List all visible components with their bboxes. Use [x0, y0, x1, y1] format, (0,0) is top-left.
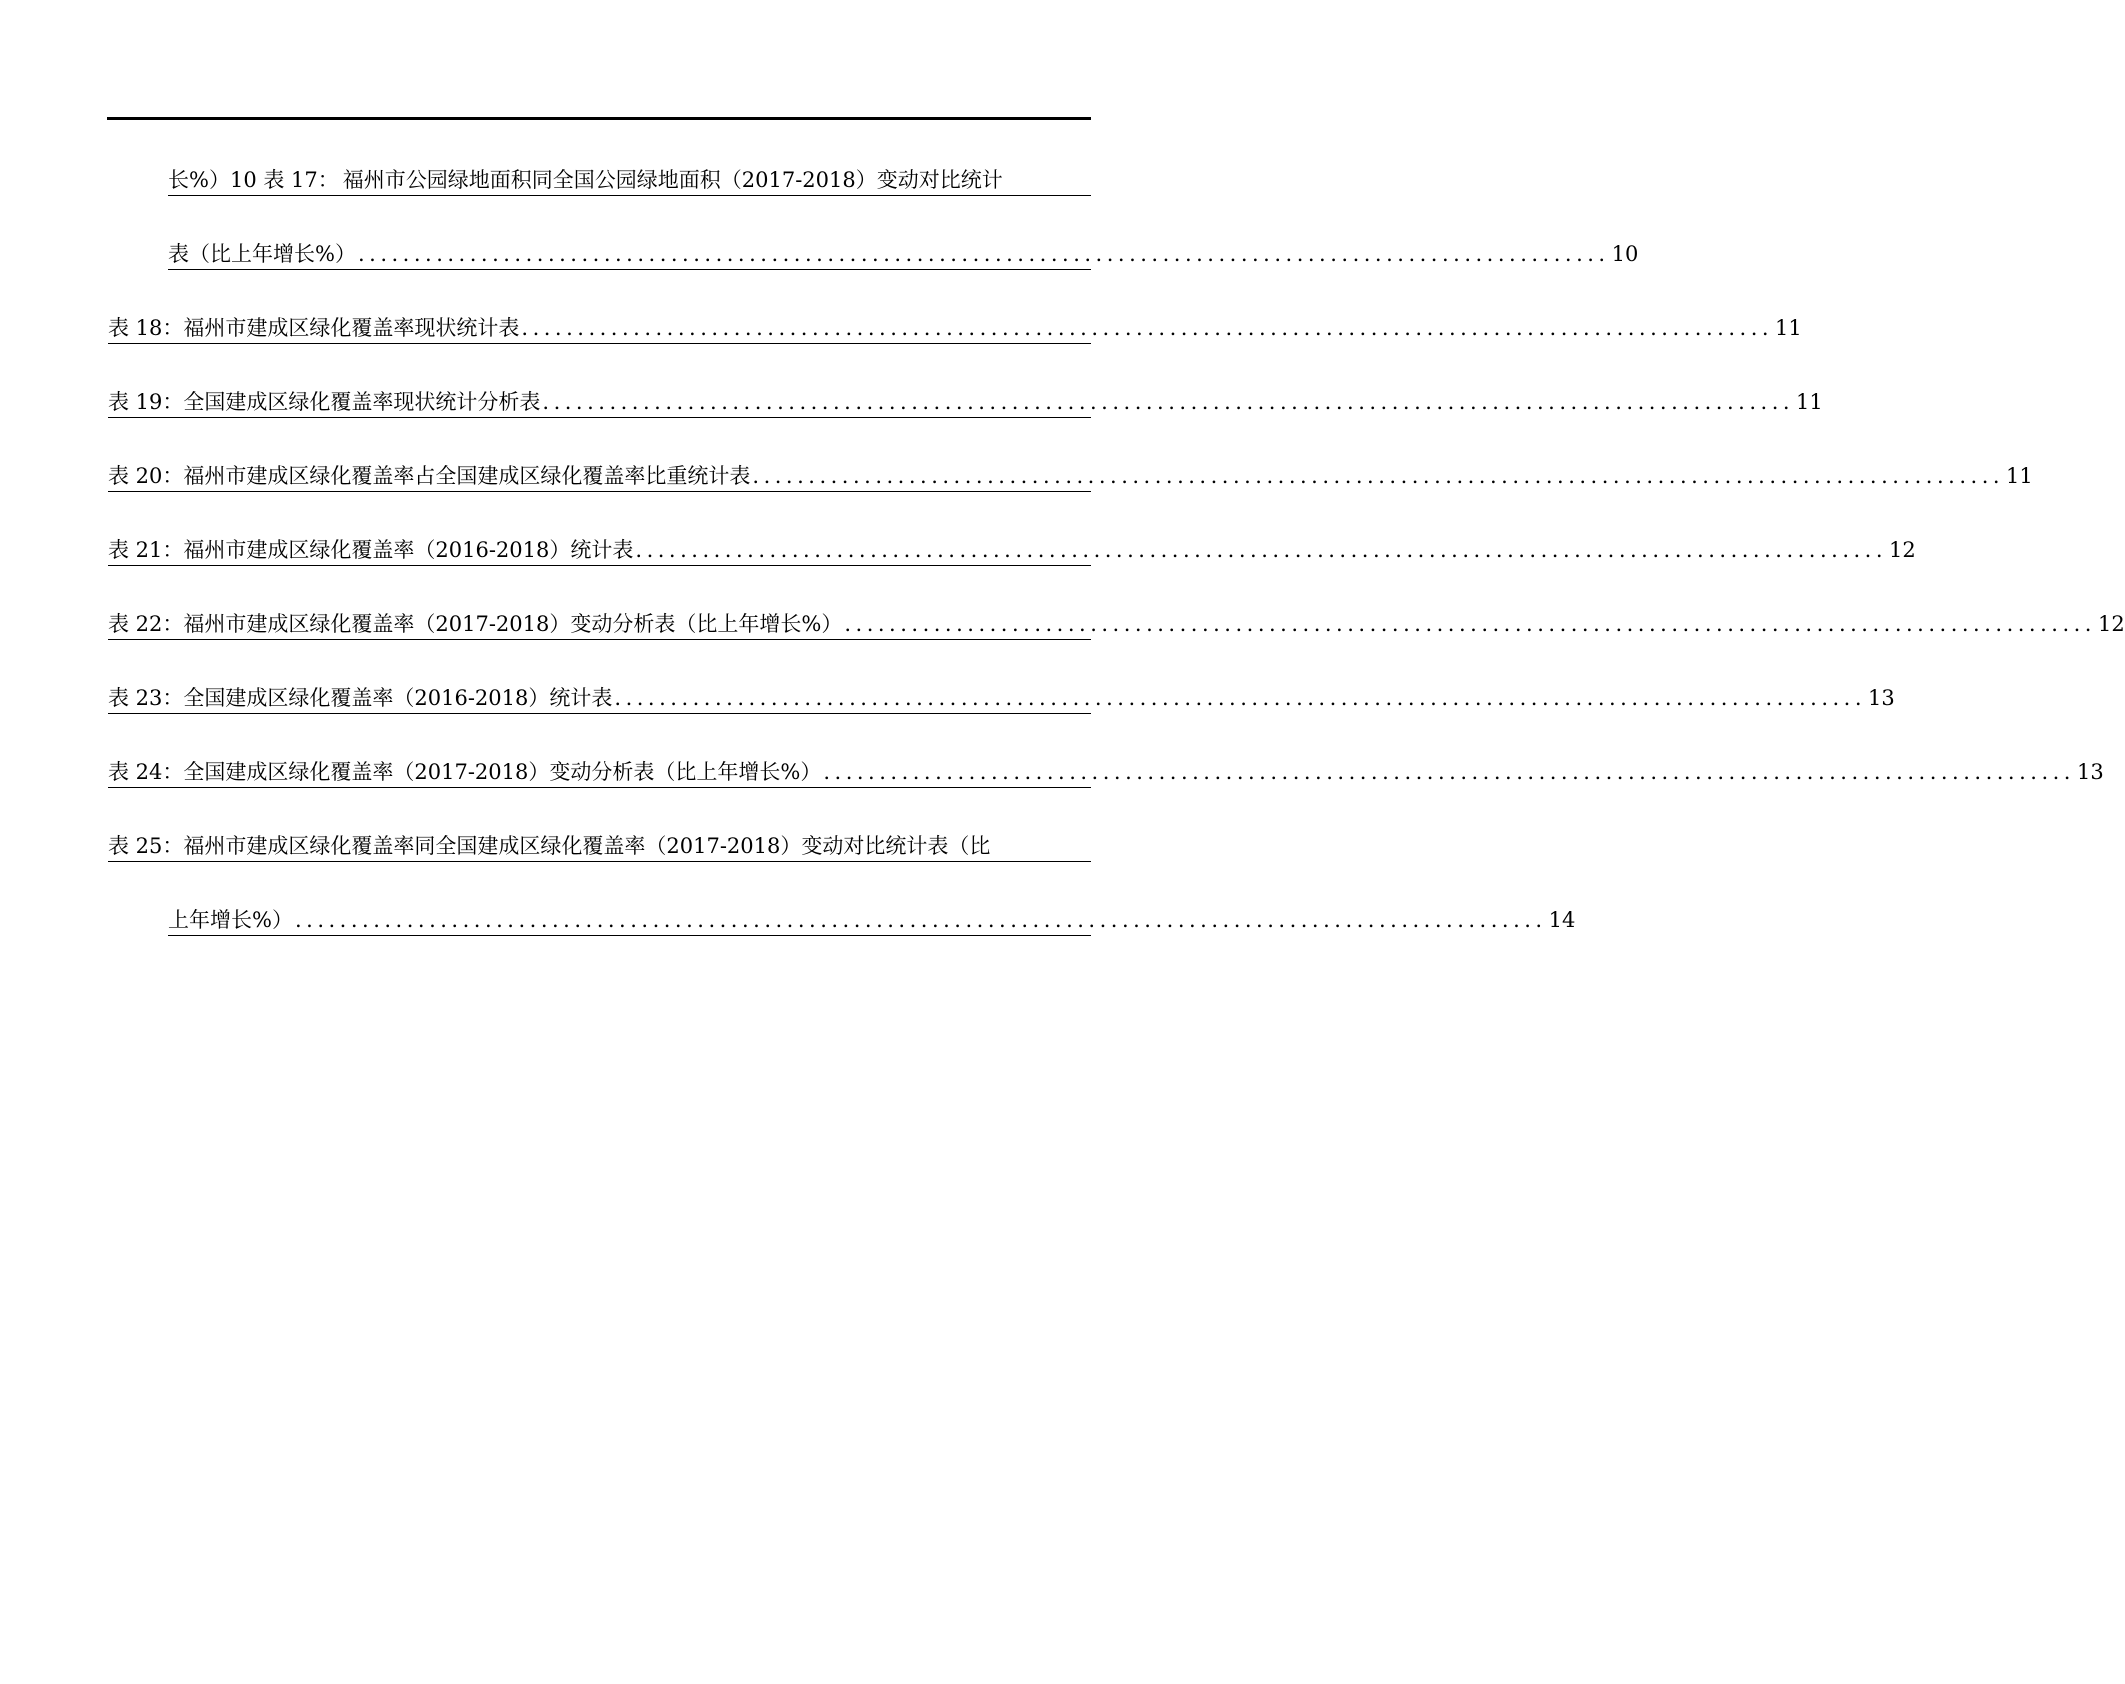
toc-entry-20[interactable] [108, 456, 2033, 492]
toc-entry-17-title: 福州市公园绿地面积同全国公园绿地面积（2017-2018）变动对比统计 [342, 168, 1003, 192]
toc-page-number: 12 [2097, 612, 2125, 636]
toc-entry-label: 表 21：福州市建成区绿化覆盖率（2016-2018）统计表 [108, 538, 634, 562]
toc-dot-leader: ................................................................................................................ [844, 612, 2096, 636]
toc-entry-25-continuation[interactable] [168, 900, 1576, 936]
toc-page-number: 10 [1611, 242, 1639, 266]
toc-entry-21[interactable] [108, 530, 1916, 566]
toc-entry-label: 上年增长%） [168, 908, 293, 932]
toc-entry-label: 表 18：福州市建成区绿化覆盖率现状统计表 [108, 316, 520, 340]
toc-dot-leader: ................................................................................................................ [521, 316, 1774, 340]
toc-dot-leader: ................................................................................................................ [635, 538, 1888, 562]
toc-entry-17-prefix: 长%）10 表 17： [168, 168, 339, 192]
toc-entry-24[interactable] [108, 752, 2104, 788]
toc-dot-leader: ................................................................................................................ [823, 760, 2075, 784]
toc-entry-label: 表 24：全国建成区绿化覆盖率（2017-2018）变动分析表（比上年增长%） [108, 760, 822, 784]
toc-entry-25[interactable] [108, 826, 1091, 862]
toc-entry-label: 表（比上年增长%） [168, 242, 356, 266]
toc-page-number: 14 [1548, 908, 1576, 932]
toc-page-number: 11 [2006, 464, 2033, 488]
toc-entry-22[interactable] [108, 604, 2125, 640]
toc-entry-17[interactable] [168, 160, 1091, 196]
toc-dot-leader: ................................................................................................................ [614, 686, 1867, 710]
toc-dot-leader: ................................................................................................................ [752, 464, 2005, 488]
toc-entry-label: 表 19：全国建成区绿化覆盖率现状统计分析表 [108, 390, 541, 414]
toc-entry-label: 表 25：福州市建成区绿化覆盖率同全国建成区绿化覆盖率（2017-2018）变动对比统计表（比 [108, 834, 991, 858]
toc-entry-17-continuation[interactable] [168, 234, 1639, 270]
toc-entry-label: 表 23：全国建成区绿化覆盖率（2016-2018）统计表 [108, 686, 613, 710]
toc-page-number: 12 [1889, 538, 1916, 562]
toc-entry-19[interactable] [108, 382, 1823, 418]
toc-entry-18[interactable] [108, 308, 1802, 344]
toc-dot-leader: ................................................................................................................ [542, 390, 1795, 414]
toc-page-number: 11 [1796, 390, 1823, 414]
toc-entry-label: 表 20：福州市建成区绿化覆盖率占全国建成区绿化覆盖率比重统计表 [108, 464, 751, 488]
toc-page-number: 13 [1868, 686, 1895, 710]
toc-dot-leader: ................................................................................................................ [357, 242, 1610, 266]
toc-page-number: 13 [2076, 760, 2104, 784]
toc-entry-label: 表 22：福州市建成区绿化覆盖率（2017-2018）变动分析表（比上年增长%） [108, 612, 843, 636]
toc-entry-23[interactable] [108, 678, 1895, 714]
toc-dot-leader: ................................................................................................................ [294, 908, 1547, 932]
toc-page-number: 11 [1775, 316, 1802, 340]
